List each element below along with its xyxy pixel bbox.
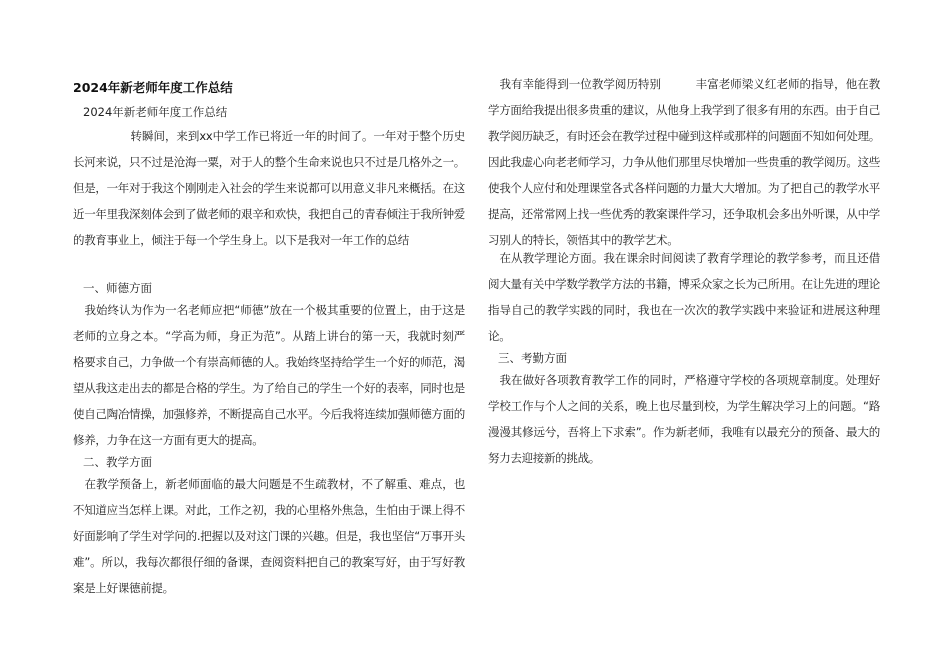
intro-paragraph: 转瞬间，来到xx中学工作已将近一年的时间了。一年对于整个历史长河来说，只不过是沧海一粟，对于人的整个生命来说也只不过是几格外之一。但是，一年对于我这个刚刚走入社会的学生来说都可以用意义非凡来概括。在这近一年里我深刻体会到了做老师的艰辛和欢快，我把自己的青春倾注于我所钟爱的教育事业上，倾注于每一个学生身上。以下是我对一年工作的总结 — [73, 129, 465, 247]
document-title: 2024年新老师年度工作总结 — [73, 80, 233, 95]
teaching-paragraph: 在教学预备上，新老师面临的最大问题是不生疏教材，不了解重、难点，也不知道应当怎样上课。对此，工作之初，我的心里格外焦急，生怕由于课上得不好面影响了学生对学问的.把握以及对这门课的兴趣。但是，我也坚信“万事开头难”。所以，我每次都很仔细的备课，查阅资料把自己的教案写好，由于写好教案是上好课德前提。 — [73, 477, 465, 595]
mentor-paragraph: 我有幸能得到一位教学阅历特别 丰富老师梁义红老师的指导，他在教学方面给我提出很多贵重的建议，从他身上我学到了很多有用的东西。由于自己教学阅历缺乏，有时还会在教学过程中碰到这样或那样的问题面不知如何处理。因此我虚心向老老师学习，力争从他们那里尽快增加一些贵重的教学阅历。这些使我个人应付和处理课堂各式各样问题的力量大大增加。为了把自己的教学水平提高，还常常网上找一些优秀的教案课件学习，还争取机会多出外听课，从中学习别人的特长，领悟其中的教学艺术。 — [488, 77, 880, 247]
document-subtitle: 2024年新老师年度工作总结 — [83, 105, 228, 119]
section-heading-teaching: 二、教学方面 — [83, 455, 152, 469]
ethics-paragraph: 我始终认为作为一名老师应把“师德”放在一个极其重要的位置上，由于这是老师的立身之本。“学高为师，身正为范”。从踏上讲台的第一天，我就时刻严格要求自己，力争做一个有崇高师德的人。我始终坚持给学生一个好的师范，渴望从我这走出去的都是合格的学生。为了给自己的学生一个好的表率，同时也是使自己陶冶情操，加强修养，不断提高自己水平。今后我将连续加强师德方面的修养，力争在这一方面有更大的提高。 — [73, 303, 465, 447]
section-heading-ethics: 一、师德方面 — [83, 281, 152, 295]
theory-paragraph: 在从教学理论方面。我在课余时间阅读了教育学理论的教学参考，而且还借阅大量有关中学数学教学方法的书籍，博采众家之长为己所用。在让先进的理论指导自己的教学实践的同时，我也在一次次的教学实践中来验证和进展这种理论。 — [488, 251, 880, 343]
attendance-paragraph: 我在做好各项教育教学工作的同时，严格遵守学校的各项规章制度。处理好学校工作与个人之间的关系，晚上也尽量到校，为学生解决学习上的问题。“路漫漫其修远兮，吾将上下求索”。作为新老师，我唯有以最充分的预备、最大的努力去迎接新的挑战。 — [488, 373, 880, 465]
section-heading-attendance: 三、考勤方面 — [498, 351, 567, 365]
